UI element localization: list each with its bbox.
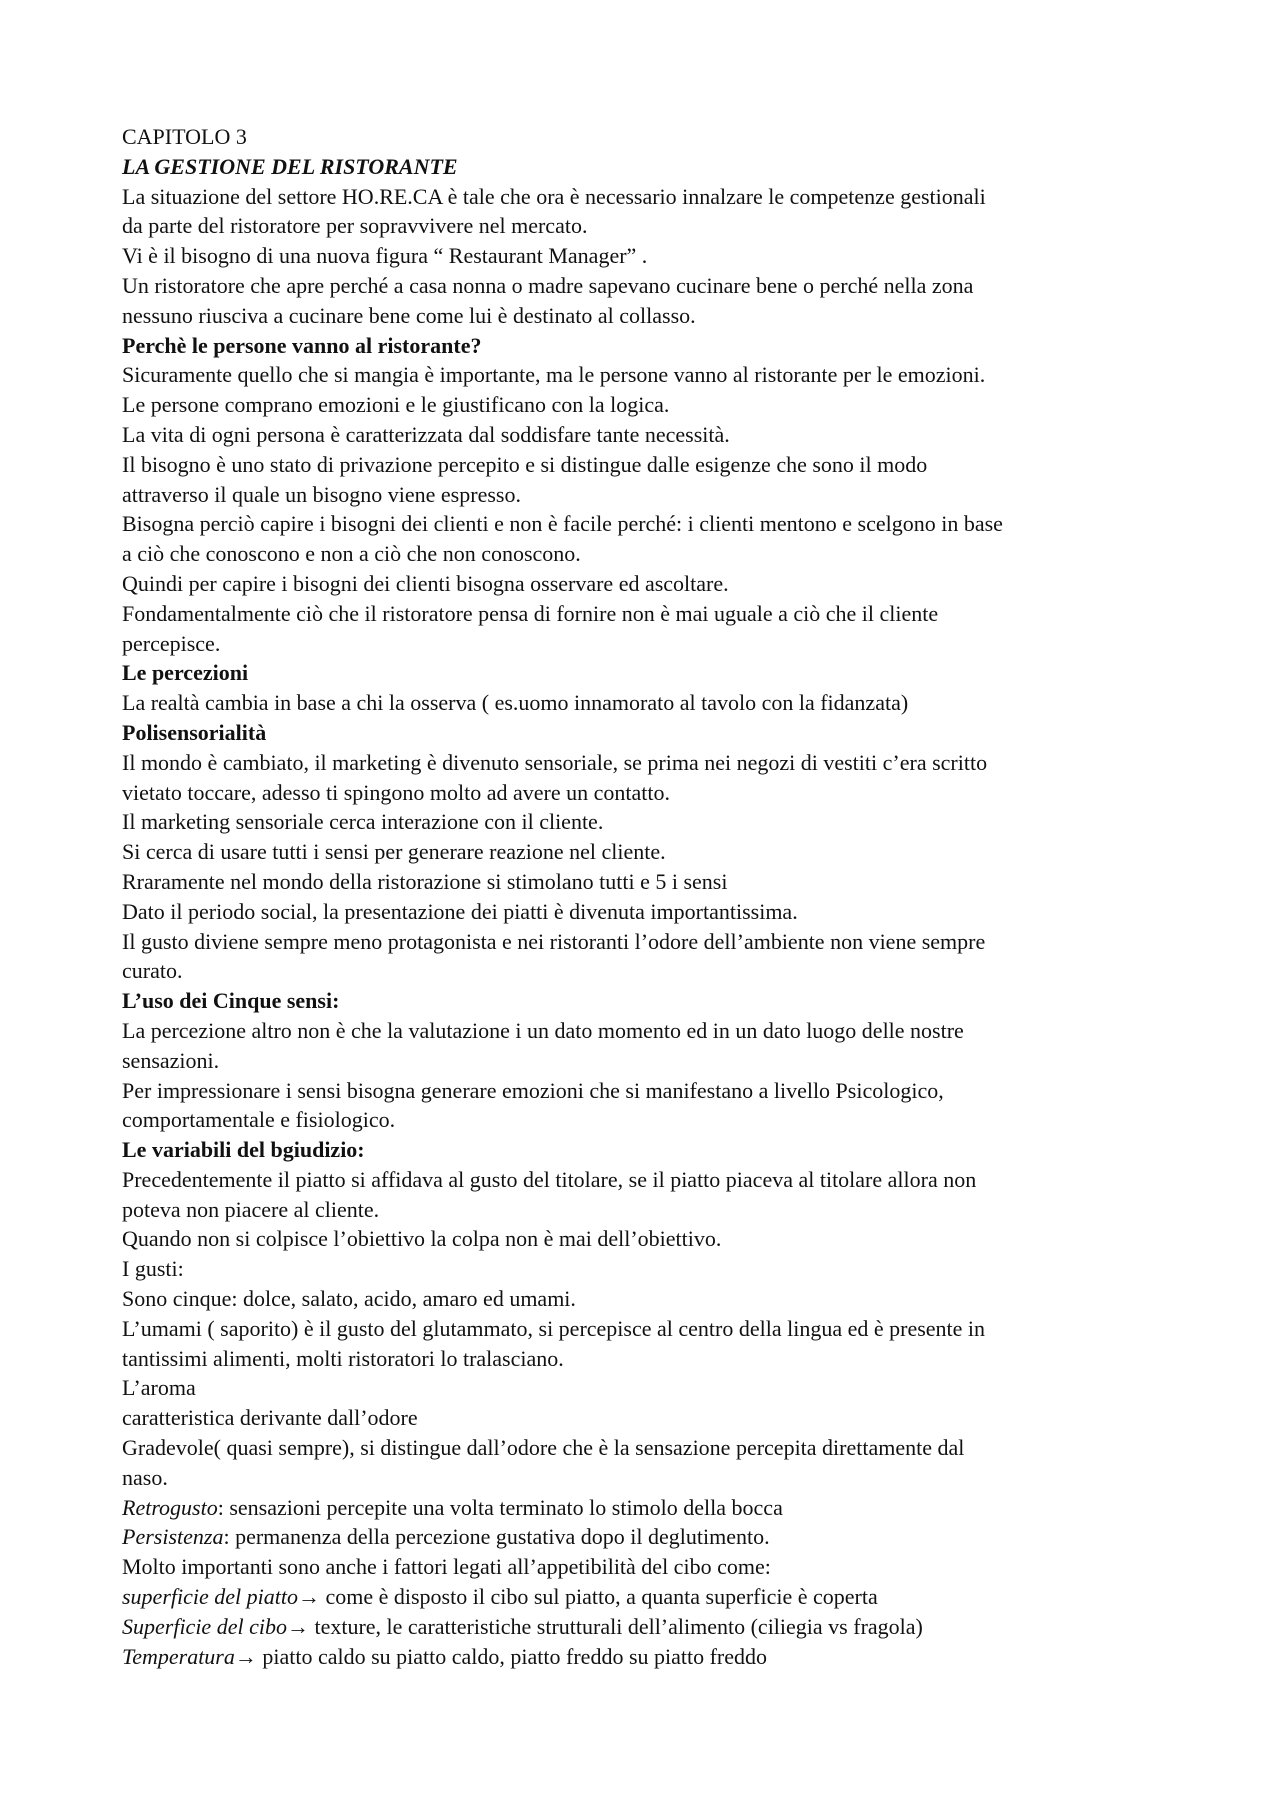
factor-line <box>122 1642 1172 1672</box>
paragraph-line: Quindi per capire i bisogni dei clienti bisogna osservare ed ascoltare. <box>122 570 729 596</box>
factor-line <box>122 1612 1172 1642</box>
definition-term: Retrogusto <box>122 1494 218 1520</box>
section-heading: Le percezioni <box>122 660 249 686</box>
paragraph-line: La realtà cambia in base a chi la osserva ( es.uomo innamorato al tavolo con la fidanzata) <box>122 690 909 716</box>
paragraph-line: sensazioni. <box>122 1047 220 1073</box>
paragraph-line: La vita di ogni persona è caratterizzata dal soddisfare tante necessità. <box>122 421 730 447</box>
paragraph-line: Sono cinque: dolce, salato, acido, amaro ed umami. <box>122 1286 576 1312</box>
section-heading: Le variabili del bgiudizio: <box>122 1137 365 1163</box>
definition-line <box>122 1493 1172 1523</box>
paragraph-line: Un ristoratore che apre perché a casa nonna o madre sapevano cucinare bene o perché nella zona <box>122 272 974 298</box>
definition-text: : permanenza della percezione gustativa dopo il deglutimento. <box>223 1524 770 1550</box>
paragraph-line: Il bisogno è uno stato di privazione percepito e si distingue dalle esigenze che sono il modo <box>122 451 928 477</box>
paragraph-line: Bisogna perciò capire i bisogni dei clienti e non è facile perché: i clienti mentono e scelgono in base <box>122 511 1003 537</box>
paragraph-line: percepisce. <box>122 630 221 656</box>
factor-line <box>122 1582 1172 1612</box>
paragraph-line: Si cerca di usare tutti i sensi per generare reazione nel cliente. <box>122 839 666 865</box>
definition-text: : sensazioni percepite una volta terminato lo stimolo della bocca <box>217 1494 783 1520</box>
section-heading: L’uso dei Cinque sensi: <box>122 988 340 1014</box>
paragraph-line: vietato toccare, adesso ti spingono molto ad avere un contatto. <box>122 779 671 805</box>
paragraph-line: poteva non piacere al cliente. <box>122 1196 380 1222</box>
chapter-label: CAPITOLO 3 <box>122 124 247 149</box>
paragraph-line: da parte del ristoratore per sopravvivere nel mercato. <box>122 213 588 239</box>
factor-text: → come è disposto il cibo sul piatto, a quanta superficie è coperta <box>297 1584 878 1610</box>
chapter-title: LA GESTIONE DEL RISTORANTE <box>122 153 458 179</box>
paragraph-line: L’umami ( saporito) è il gusto del glutammato, si percepisce al centro della lingua ed è presente in <box>122 1315 986 1341</box>
paragraph-line: Il mondo è cambiato, il marketing è divenuto sensoriale, se prima nei negozi di vestiti c’era scritto <box>122 749 988 775</box>
section-heading: Polisensorialità <box>122 719 267 745</box>
factor-text: → texture, le caratteristiche strutturali dell’alimento (ciliegia vs fragola) <box>286 1613 923 1639</box>
paragraph-line: Quando non si colpisce l’obiettivo la colpa non è mai dell’obiettivo. <box>122 1226 722 1252</box>
paragraph-line: Dato il periodo social, la presentazione dei piatti è divenuta importantissima. <box>122 898 798 924</box>
paragraph-line: La situazione del settore HO.RE.CA è tale che ora è necessario innalzare le competenze gestionali <box>122 183 986 209</box>
paragraph-line: a ciò che conoscono e non a ciò che non conoscono. <box>122 541 581 567</box>
paragraph-line: La percezione altro non è che la valutazione i un dato momento ed in un dato luogo delle nostre <box>122 1017 964 1043</box>
paragraph-line: Vi è il bisogno di una nuova figura “ Restaurant Manager” . <box>122 243 648 269</box>
factor-term: superficie del piatto <box>122 1584 298 1610</box>
paragraph-line: I gusti: <box>122 1256 184 1282</box>
factor-text: → piatto caldo su piatto caldo, piatto freddo su piatto freddo <box>234 1643 768 1669</box>
factor-term: Superficie del cibo <box>122 1613 287 1639</box>
definition-term: Persistenza <box>122 1524 224 1550</box>
paragraph-line: Molto importanti sono anche i fattori legati all’appetibilità del cibo come: <box>122 1554 771 1580</box>
paragraph-line: curato. <box>122 958 183 984</box>
factor-term: Temperatura <box>122 1643 235 1669</box>
definition-line <box>122 1522 1172 1552</box>
paragraph-line: Per impressionare i sensi bisogna generare emozioni che si manifestano a livello Psicologico, <box>122 1077 944 1103</box>
paragraph-line: Precedentemente il piatto si affidava al gusto del titolare, se il piatto piaceva al titolare allora non <box>122 1166 977 1192</box>
paragraph-line: Fondamentalmente ciò che il ristoratore pensa di fornire non è mai uguale a ciò che il cliente <box>122 600 939 626</box>
paragraph-line: nessuno riusciva a cucinare bene come lui è destinato al collasso. <box>122 302 696 328</box>
paragraph-line: tantissimi alimenti, molti ristoratori lo tralasciano. <box>122 1345 564 1371</box>
paragraph-line: Il marketing sensoriale cerca interazione con il cliente. <box>122 809 604 835</box>
paragraph-line: comportamentale e fisiologico. <box>122 1107 396 1133</box>
paragraph-line: naso. <box>122 1464 168 1490</box>
paragraph-line: Le persone comprano emozioni e le giustificano con la logica. <box>122 392 670 418</box>
paragraph-line: Rraramente nel mondo della ristorazione si stimolano tutti e 5 i sensi <box>122 868 728 894</box>
paragraph-line: Gradevole( quasi sempre), si distingue dall’odore che è la sensazione percepita direttamente dal <box>122 1435 965 1461</box>
paragraph-line: caratteristica derivante dall’odore <box>122 1405 418 1431</box>
section-heading: Perchè le persone vanno al ristorante? <box>122 332 482 358</box>
paragraph-line: L’aroma <box>122 1375 196 1401</box>
paragraph-line: Il gusto diviene sempre meno protagonista e nei ristoranti l’odore dell’ambiente non viene sempre <box>122 928 986 954</box>
paragraph-line: attraverso il quale un bisogno viene espresso. <box>122 481 521 507</box>
paragraph-line: Sicuramente quello che si mangia è importante, ma le persone vanno al ristorante per le emozioni. <box>122 362 986 388</box>
document-page <box>122 122 1172 1671</box>
